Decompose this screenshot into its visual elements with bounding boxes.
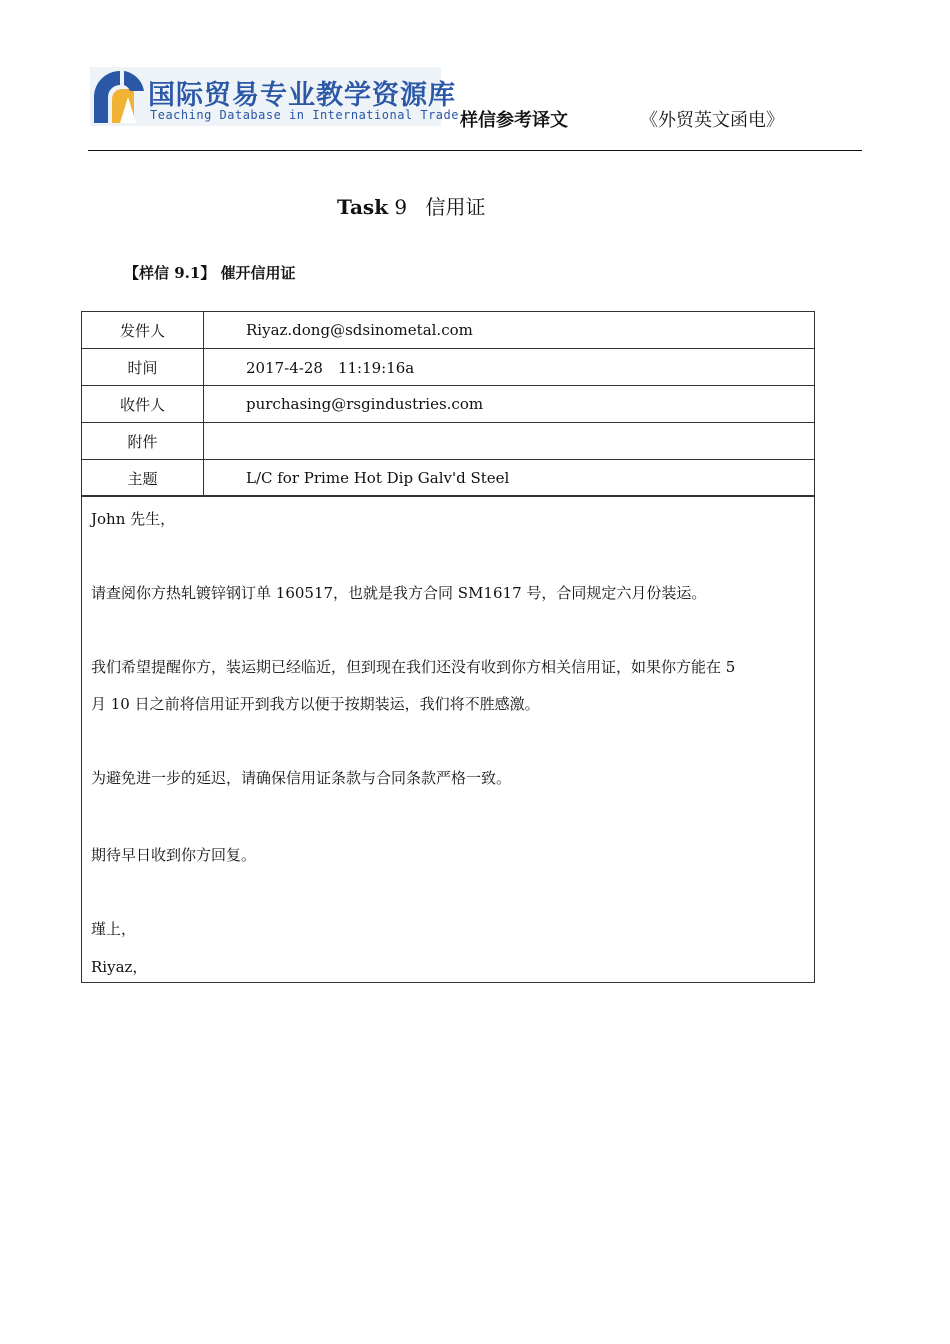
task-title bbox=[337, 191, 486, 220]
logo-text-chinese: 国际贸易专业教学资源库 bbox=[148, 80, 456, 111]
header-book-title: 《外贸英文函电》 bbox=[640, 110, 784, 131]
task-name: 信用证 bbox=[425, 195, 486, 219]
body-paragraph: 请查阅你方热轧镀锌钢订单 160517，也就是我方合同 SM1617 号，合同规定六月份装运。 bbox=[91, 584, 707, 602]
header-divider bbox=[88, 150, 862, 151]
body-paragraph: 月 10 日之前将信用证开到我方以便于按期装运，我们将不胜感激。 bbox=[91, 695, 540, 713]
body-closing: 瑾上， bbox=[91, 920, 137, 938]
table-row bbox=[82, 460, 815, 497]
field-label: 时间 bbox=[82, 349, 204, 386]
table-row bbox=[82, 312, 815, 349]
field-value-attachment bbox=[204, 423, 815, 460]
logo bbox=[90, 67, 459, 126]
field-label: 收件人 bbox=[82, 386, 204, 423]
body-greeting: John 先生， bbox=[91, 510, 176, 528]
field-label: 主题 bbox=[82, 460, 204, 497]
table-row bbox=[82, 386, 815, 423]
body-paragraph: 为避免进一步的延迟，请确保信用证条款与合同条款严格一致。 bbox=[91, 769, 512, 787]
field-value-recipient: purchasing@rsgindustries.com bbox=[204, 386, 815, 423]
email-header-table bbox=[81, 311, 815, 497]
header-title: 样信参考译文 bbox=[460, 110, 568, 131]
field-value-sender: Riyaz.dong@sdsinometal.com bbox=[204, 312, 815, 349]
field-value-time: 2017-4-28 11:19:16a bbox=[204, 349, 815, 386]
logo-text-english: Teaching Database in International Trade bbox=[150, 108, 459, 122]
body-paragraph: 期待早日收到你方回复。 bbox=[91, 846, 257, 864]
letter-heading: 【样信 9.1】 催开信用证 bbox=[124, 264, 296, 282]
field-label: 附件 bbox=[82, 423, 204, 460]
task-number: 9 bbox=[394, 195, 408, 219]
logo-emblem-icon bbox=[90, 67, 146, 126]
field-label: 发件人 bbox=[82, 312, 204, 349]
email-body bbox=[81, 495, 815, 983]
table-row bbox=[82, 349, 815, 386]
body-signature: Riyaz， bbox=[91, 958, 148, 976]
field-value-subject: L/C for Prime Hot Dip Galv'd Steel bbox=[204, 460, 815, 497]
body-paragraph: 我们希望提醒你方，装运期已经临近，但到现在我们还没有收到你方相关信用证，如果你方能在 5 bbox=[91, 658, 736, 676]
task-label: Task bbox=[337, 195, 389, 219]
table-row bbox=[82, 423, 815, 460]
